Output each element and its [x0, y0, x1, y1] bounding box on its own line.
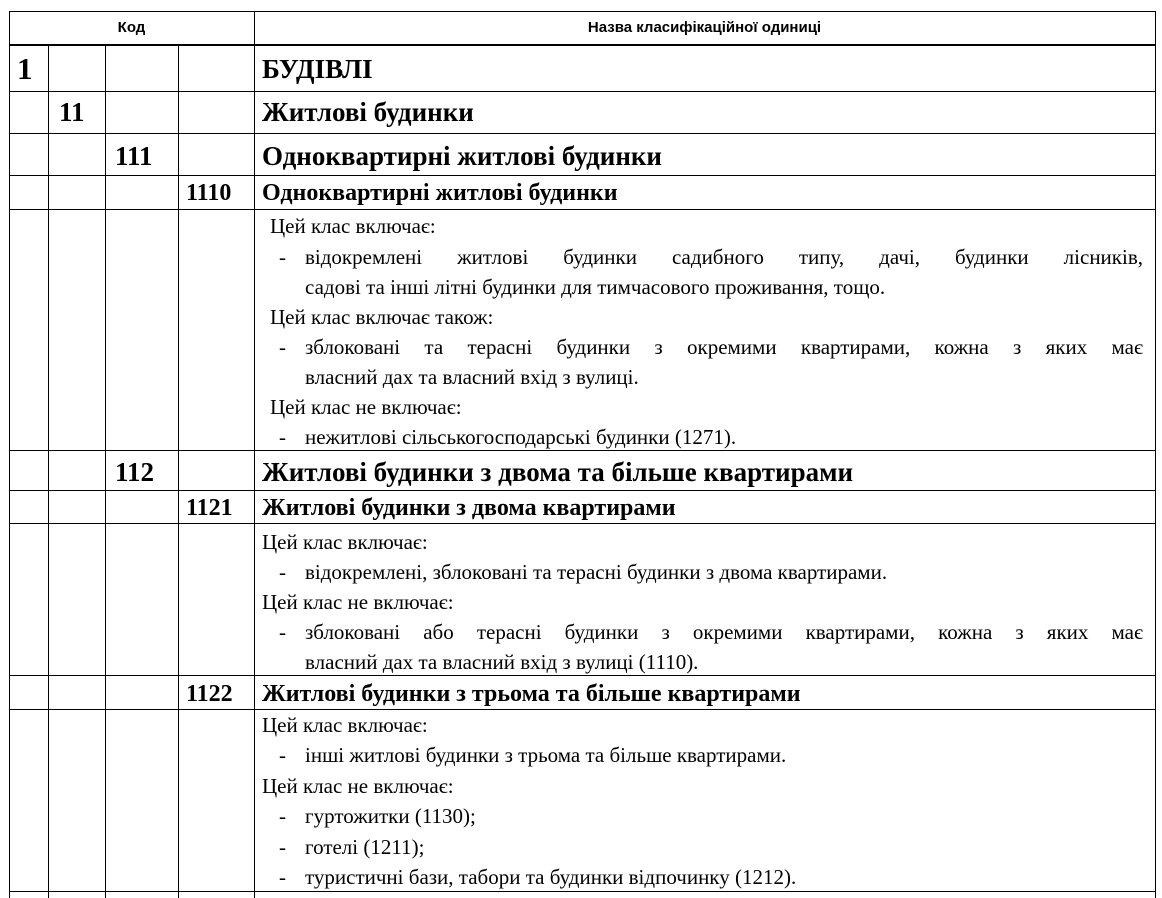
list-dash: -: [279, 835, 286, 859]
column-divider: [178, 44, 179, 898]
class-title: Житлові будинки з трьома та більше квартирами: [262, 681, 801, 707]
includes-label: Цей клас включає:: [270, 214, 436, 238]
includes-also-label: Цей клас включає також:: [270, 305, 494, 329]
division-title: Житлові будинки: [262, 97, 474, 127]
code-level-4: 1122: [186, 681, 233, 707]
excludes-label: Цей клас не включає:: [262, 774, 454, 798]
list-item-text: нежитлові сільськогосподарські будинки (1271).: [305, 425, 737, 449]
list-item-text: зблоковані та терасні будинки з окремими квартирами, кожна з яких має: [305, 335, 1143, 359]
class-title: Одноквартирні житлові будинки: [262, 180, 618, 206]
list-item-text: відокремлені житлові будинки садибного типу, дачі, будинки лісників,: [305, 245, 1143, 269]
row-divider: [9, 891, 1155, 892]
list-dash: -: [279, 743, 286, 767]
code-level-3: 112: [115, 457, 155, 487]
excludes-label: Цей клас не включає:: [270, 395, 462, 419]
excludes-label: Цей клас не включає:: [262, 590, 454, 614]
group-title: Одноквартирні житлові будинки: [262, 141, 662, 171]
includes-label: Цей клас включає:: [262, 713, 428, 737]
row-divider: [9, 675, 1155, 676]
list-item-text: туристичні бази, табори та будинки відпочинку (1212).: [305, 865, 797, 889]
includes-label: Цей клас включає:: [262, 530, 428, 554]
list-item-text: готелі (1211);: [305, 835, 425, 859]
list-item-text: садові та інші літні будинки для тимчасового проживання, тощо.: [305, 275, 886, 299]
list-item-text: гуртожитки (1130);: [305, 804, 476, 828]
header-code: Код: [117, 19, 146, 36]
list-dash: -: [279, 865, 286, 889]
list-item-text: відокремлені, зблоковані та терасні будинки з двома квартирами.: [305, 560, 888, 584]
row-divider: [9, 91, 1155, 92]
list-item-text: власний дах та власний вхід з вулиці.: [305, 365, 639, 389]
section-title: БУДІВЛІ: [262, 54, 373, 84]
group-title: Житлові будинки з двома та більше квартирами: [262, 457, 854, 487]
row-divider: [9, 133, 1155, 134]
list-dash: -: [279, 425, 286, 449]
row-divider: [9, 490, 1155, 491]
header-name: Назва класифікаційної одиниці: [587, 19, 822, 36]
row-divider: [9, 709, 1155, 710]
column-divider: [48, 44, 49, 898]
row-divider: [9, 44, 1155, 46]
table-border-right: [1155, 11, 1156, 898]
list-dash: -: [279, 335, 286, 359]
list-item-text: власний дах та власний вхід з вулиці (1110).: [305, 650, 699, 674]
code-level-1: 1: [17, 51, 33, 86]
list-item-text: зблоковані або терасні будинки з окремими квартирами, кожна з яких має: [305, 620, 1143, 644]
class-title: Житлові будинки з двома квартирами: [262, 495, 676, 521]
row-divider: [9, 450, 1155, 451]
row-divider: [9, 523, 1155, 524]
column-divider: [254, 11, 255, 898]
code-level-4: 1110: [186, 180, 232, 206]
code-level-3: 111: [115, 141, 153, 171]
table-border-left: [9, 11, 10, 898]
row-divider: [9, 209, 1155, 210]
code-level-2: 11: [59, 97, 85, 127]
row-divider: [9, 175, 1155, 176]
list-item-text: інші житлові будинки з трьома та більше квартирами.: [305, 743, 787, 767]
code-level-4: 1121: [186, 495, 233, 521]
list-dash: -: [279, 804, 286, 828]
column-divider: [105, 44, 106, 898]
list-dash: -: [279, 245, 286, 269]
table-border-top: [9, 11, 1155, 12]
list-dash: -: [279, 620, 286, 644]
list-dash: -: [279, 560, 286, 584]
